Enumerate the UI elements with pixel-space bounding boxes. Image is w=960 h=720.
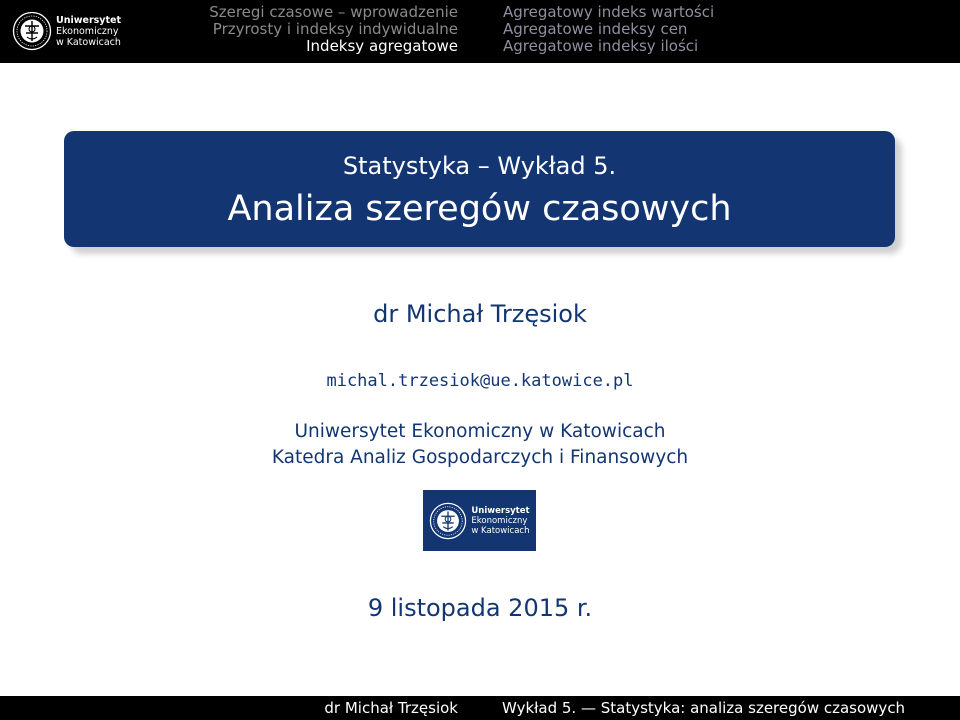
presentation-date: 9 listopada 2015 r. <box>367 594 593 622</box>
logo-line-3: w Katowicach <box>56 36 121 48</box>
logo-box-text <box>471 506 529 536</box>
logo-line-1: Uniwersytet <box>56 14 122 26</box>
section-link-indeksy-agregatowe[interactable]: Indeksy agregatowe <box>306 37 458 55</box>
logo-text <box>56 15 121 48</box>
title-subtitle: Statystyka – Wykład 5. <box>342 152 617 180</box>
subsection-link-wartosci[interactable]: Agregatowy indeks wartości <box>503 3 715 21</box>
title-main: Analiza szeregów czasowych <box>227 189 732 229</box>
header-right <box>480 0 960 63</box>
section-link-wprowadzenie[interactable]: Szeregi czasowe – wprowadzenie <box>209 3 458 21</box>
logo-box-line-3: w Katowicach <box>471 525 530 536</box>
header-bar <box>0 0 960 63</box>
subsection-link-ilosci[interactable]: Agregatowe indeksy ilości <box>503 37 699 55</box>
logo-box-line-2: Ekonomiczny <box>471 515 528 526</box>
subsection-nav <box>503 4 714 55</box>
institution-logo <box>423 490 536 551</box>
footer-author: dr Michał Trzęsiok <box>324 699 458 717</box>
title-box <box>64 131 895 247</box>
footer-title: Wykład 5. — Statystyka: analiza szeregów czasowych <box>502 699 906 717</box>
section-link-przyrosty[interactable]: Przyrosty i indeksy indywidualne <box>212 20 458 38</box>
logo-box-line-1: Uniwersytet <box>471 505 530 516</box>
department-name: Katedra Analiz Gospodarczych i Finansowych <box>271 447 689 468</box>
university-seal-icon <box>12 11 52 51</box>
institution-name: Uniwersytet Ekonomiczny w Katowicach <box>294 421 666 442</box>
author-email[interactable]: michal.trzesiok@ue.katowice.pl <box>326 371 634 391</box>
subsection-link-cen[interactable]: Agregatowe indeksy cen <box>503 20 688 38</box>
university-seal-icon <box>429 502 467 540</box>
logo-line-2: Ekonomiczny <box>56 25 119 37</box>
header-left <box>0 0 480 63</box>
footer-bar <box>0 696 960 720</box>
university-logo[interactable] <box>12 9 122 53</box>
section-nav <box>209 4 458 55</box>
author-name: dr Michał Trzęsiok <box>373 300 587 328</box>
